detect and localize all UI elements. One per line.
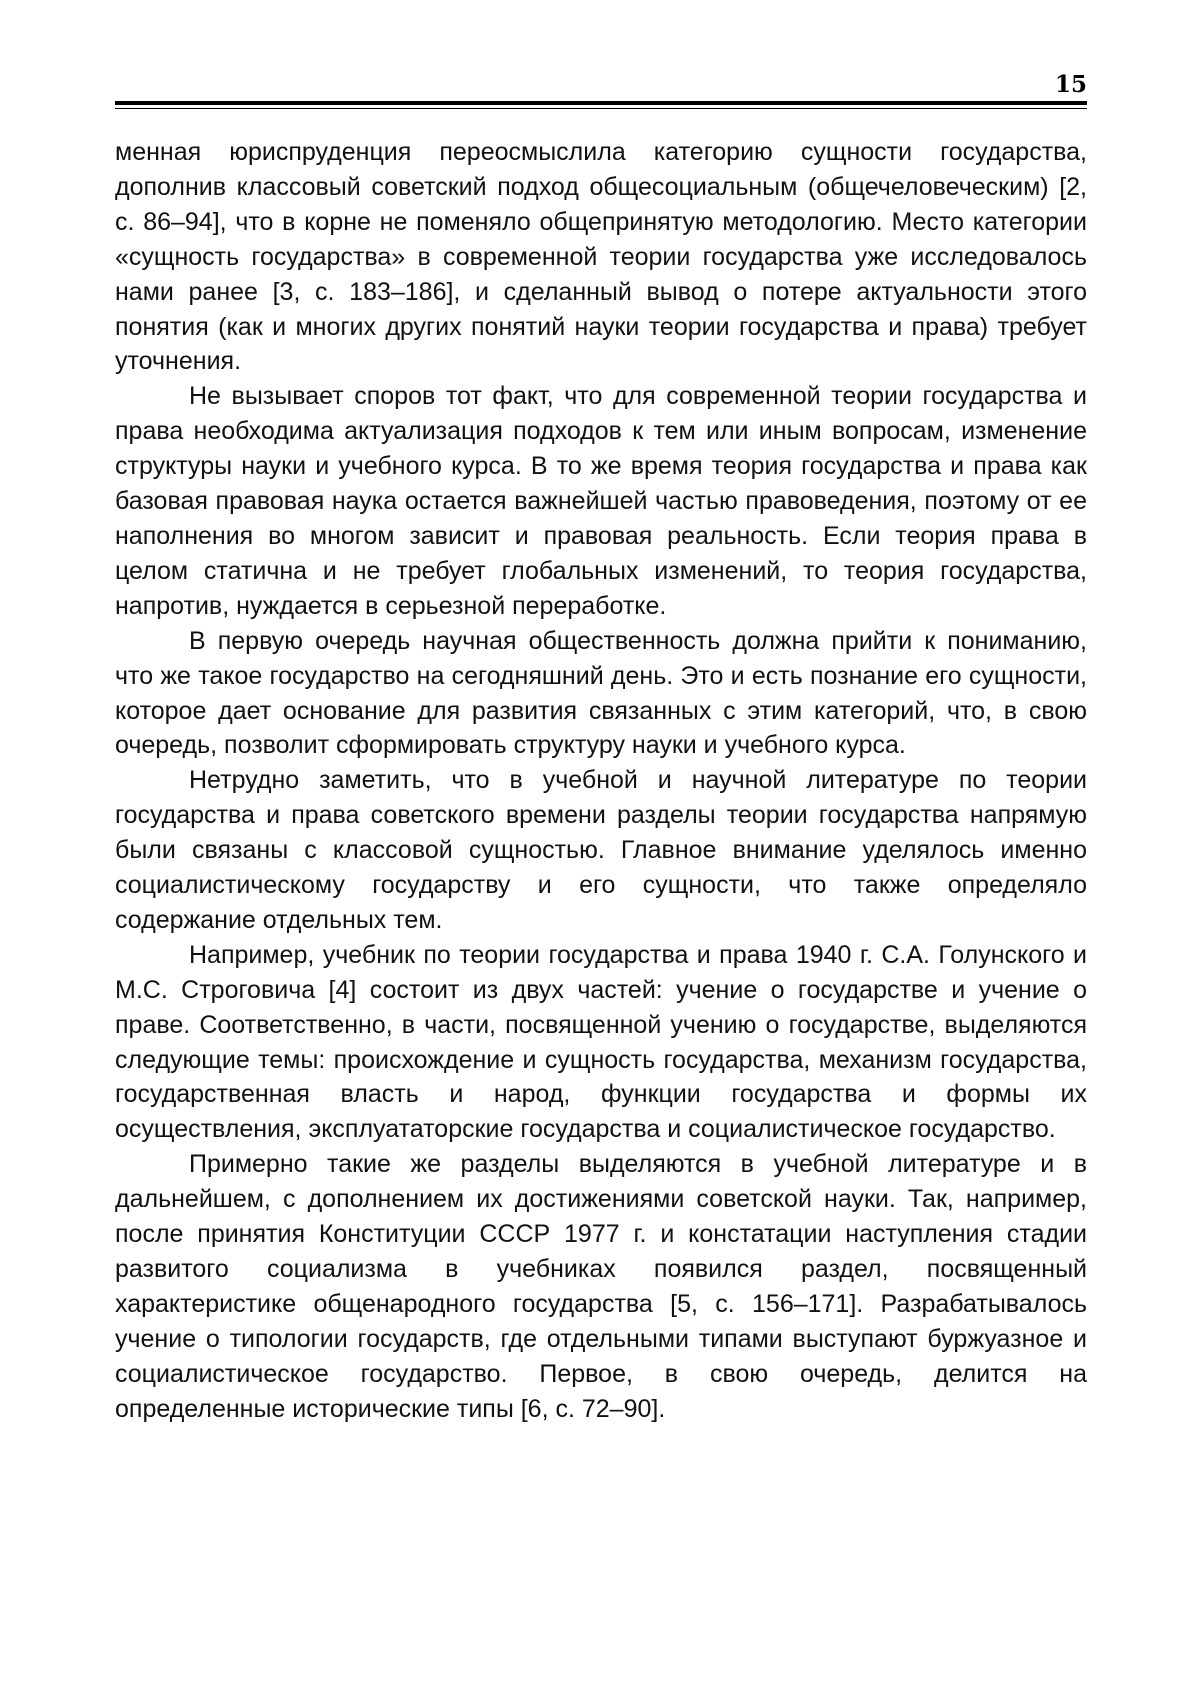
header-rule-thin	[115, 108, 1087, 109]
body-text	[115, 135, 1087, 1427]
header-rule-thick	[115, 101, 1087, 105]
paragraph: Например, учебник по теории государства и права 1940 г. С.А. Голунского и М.С. Строговича [4] состоит из двух частей: учение о государстве и учение о праве. Соответственно, в части, посвященной учению о государстве, выделяются следующие темы: происхождение и сущность государства, механизм государства, государственная власть и народ, функции государства и формы их осуществления, эксплуататорские государства и социалистическое государство.	[115, 940, 1087, 1144]
paragraph: Не вызывает споров тот факт, что для современной теории государства и права необходима актуализация подходов к тем или иным вопросам, изменение структуры науки и учебного курса. В то же время теория государства и права как базовая правовая наука остается важнейшей частью правоведения, поэтому от ее наполнения во многом зависит и правовая реальность. Если теория права в целом статична и не требует глобальных изменений, то теория государства, напротив, нуждается в серьезной переработке.	[115, 382, 1087, 620]
paragraph: Примерно такие же разделы выделяются в учебной литературе и в дальнейшем, с дополнением их достижениями советской науки. Так, например, после принятия Конституции СССР 1977 г. и констатации наступления стадии развитого социализма в учебниках появился раздел, посвященный характеристике общенародного государства [5, с. 156–171]. Разрабатывалось учение о типологии государств, где отдельными типами выступают буржуазное и социалистическое государство. Первое, в свою очередь, делится на определенные исторические типы [6, с. 72–90].	[115, 1150, 1087, 1423]
page-number: 15	[1054, 71, 1087, 98]
paragraph: В первую очередь научная общественность должна прийти к пониманию, что же такое государство на сегодняшний день. Это и есть познание его сущности, которое дает основание для развития связанных с этим категорий, что, в свою очередь, позволит сформировать структуру науки и учебного курса.	[115, 626, 1087, 760]
paragraph-continuation: менная юриспруденция переосмыслила категорию сущности государства, дополнив классовый советский подход общесоциальным (общечеловеческим) [2, с. 86–94], что в корне не поменяло общепринятую методологию. Место категории «сущность государства» в современной теории государства уже исследовалось нами ранее [3, с. 183–186], и сделанный вывод о потере актуальности этого понятия (как и многих других понятий науки теории государства и права) требует уточнения.	[115, 138, 1087, 376]
paragraph: Нетрудно заметить, что в учебной и научной литературе по теории государства и права советского времени разделы теории государства напрямую были связаны с классовой сущностью. Главное внимание уделялось именно социалистическому государству и его сущности, что также определяло содержание отдельных тем.	[115, 766, 1087, 934]
